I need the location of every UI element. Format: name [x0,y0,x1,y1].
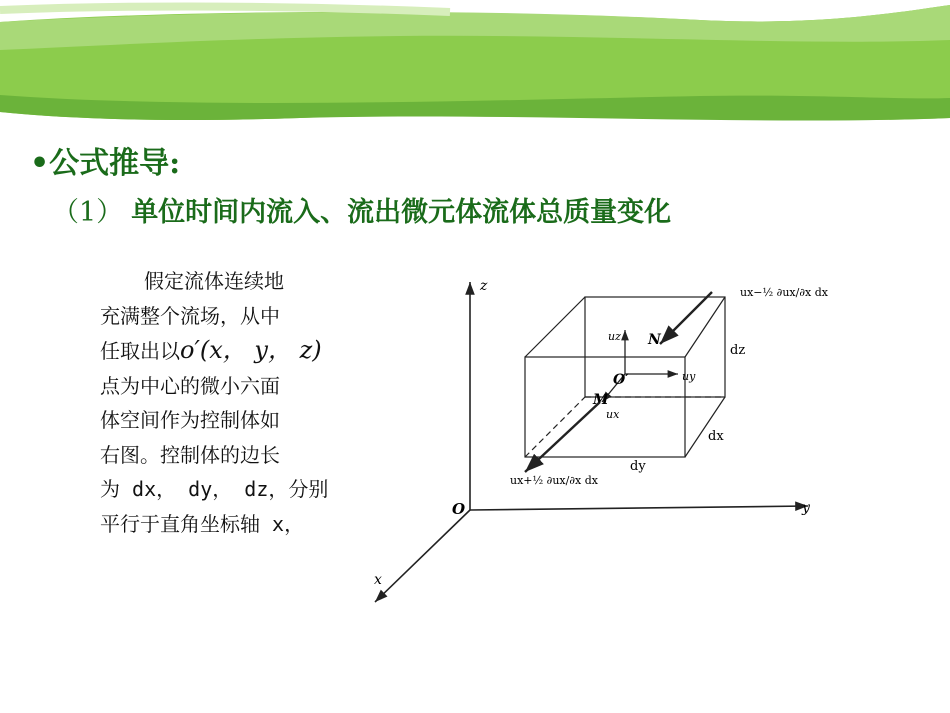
uy-label: uy [682,370,696,383]
dz-label: dz [730,343,746,358]
coordinate-formula: o′(x， y， z) [180,336,322,364]
body-line: 右图。控制体的边长 [100,442,280,467]
ux-label: ux [606,408,620,421]
slide-subheading [52,190,671,229]
control-volume-diagram [360,262,840,612]
body-line: 平行于直角坐标轴 x， [100,511,305,536]
body-line: 充满整个流场，从中 [100,303,280,328]
body-line: 假定流体连续地 [144,269,284,293]
axis-z-label: z [480,278,488,294]
body-line: 为 dx， dy， dz，分别 [100,477,329,501]
flux-in-arrow [525,402,600,472]
y-axis [470,506,808,510]
axis-y-label: y [802,500,810,516]
body-line-with-coordinate [100,333,375,369]
header-banner [0,0,950,130]
flux-out-arrow [660,292,712,344]
uz-label: uz [608,330,621,343]
dx-label: dx [708,429,724,444]
axis-x-label: x [374,572,382,588]
slide-heading: •公式推导: [30,146,181,181]
center-label: O′ [613,372,629,388]
body-line: 点为中心的微小六面 [100,373,280,398]
point-n-label: N [648,332,661,348]
flux-out-formula: ux−½ ∂ux/∂x dx [740,286,828,299]
subheading-number: （1） [52,197,124,228]
body-line: 任取出以 [100,339,180,363]
body-line: 体空间作为控制体如 [100,408,280,432]
origin-label: O [452,500,466,518]
flux-in-formula: ux+½ ∂ux/∂x dx [510,474,598,487]
point-m-label: M [593,392,609,408]
subheading-text: 单位时间内流入、流出微元体流体总质量变化 [131,197,672,228]
x-axis [375,510,470,602]
body-paragraph [100,264,375,541]
dy-label: dy [630,459,646,474]
